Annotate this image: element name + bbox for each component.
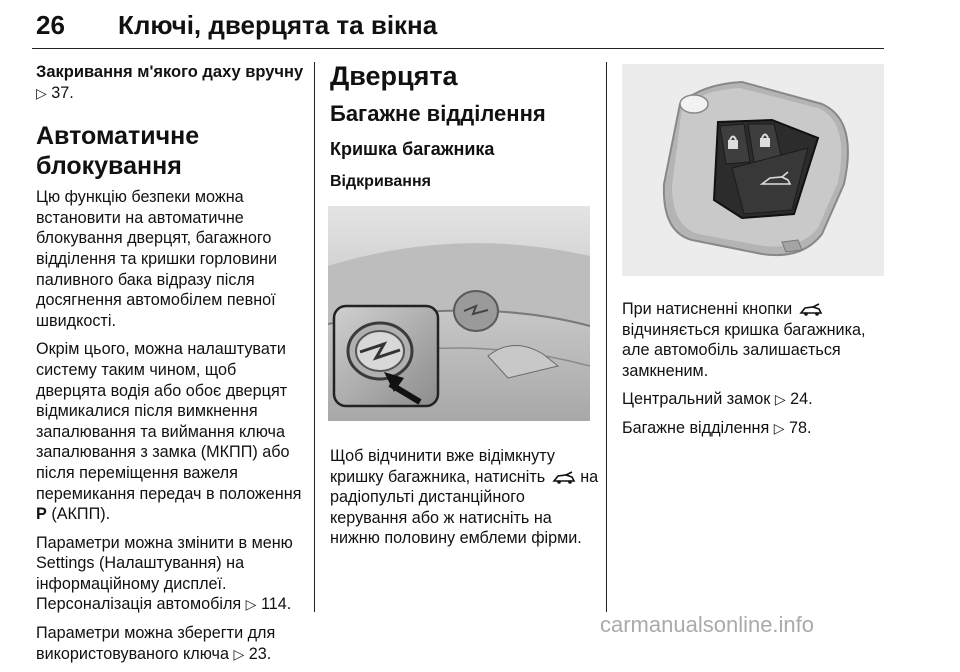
- ref-arrow-icon: ▷: [773, 419, 785, 436]
- column-1: [36, 62, 304, 672]
- page-number: 26: [36, 10, 65, 40]
- column-2: [330, 62, 600, 557]
- trunk-open-icon: [552, 471, 576, 485]
- section-heading: Дверцята: [330, 61, 458, 91]
- section-heading: Автоматичне блокування: [36, 122, 200, 181]
- page-reference[interactable]: 24.: [790, 390, 813, 409]
- subsection-heading: Багажне відділення: [330, 101, 546, 126]
- ref-arrow-icon: ▷: [36, 84, 47, 101]
- intro-subheading: Закривання м'якого даху вручну: [36, 63, 304, 81]
- trunk-emblem-illustration: [328, 206, 590, 421]
- column-3: [622, 62, 884, 447]
- gear-p-label: P: [36, 505, 47, 524]
- subsection-heading: Відкривання: [330, 173, 431, 190]
- column-divider: [314, 62, 315, 612]
- page-reference[interactable]: 23.: [248, 644, 272, 663]
- paragraph: Параметри можна зберегти для використовуваного ключа ▷ 23.: [36, 624, 276, 663]
- watermark: carmanualsonline.info: [600, 612, 815, 637]
- ref-arrow-icon: ▷: [233, 645, 245, 662]
- ref-arrow-icon: ▷: [245, 596, 257, 613]
- trunk-open-icon: [799, 303, 823, 317]
- paragraph: Багажне відділення ▷ 78.: [622, 418, 812, 437]
- remote-key-illustration: [622, 64, 884, 276]
- column-divider: [606, 62, 607, 612]
- page-header: [32, 4, 884, 49]
- paragraph: Окрім цього, можна налаштувати систему таким чином, щоб дверцята водія або обоє дверцят відмикалися після вимкнення запалювання та виймання ключа запалювання з замка (МКПП) або після переміщення важеля перемикання передач в положення P (АКПП).: [36, 340, 302, 524]
- paragraph: Цю функцію безпеки можна встановити на автоматичне блокування дверцят, багажного відділення та кришки горловини паливного бака відразу після досягнення автомобілем певної швидкості.: [36, 188, 277, 330]
- page-reference[interactable]: 78.: [789, 418, 812, 437]
- page-reference[interactable]: 114.: [260, 595, 292, 614]
- paragraph: Параметри можна змінити в меню Settings (Налаштування) на інформаційному дисплеї. Персоналізація автомобіля ▷ 114.: [36, 533, 293, 614]
- figure-caption: Щоб відчинити вже відімкнуту кришку багажника, натисніть на радіопульті дистанційного керування або ж натисніть на нижню половину емблеми фірми.: [330, 447, 599, 548]
- paragraph: Центральний замок ▷ 24.: [622, 390, 813, 409]
- paragraph: При натисненні кнопки відчиняється кришка багажника, але автомобіль залишається замкненим.: [622, 300, 866, 380]
- subsection-heading: Кришка багажника: [330, 139, 495, 159]
- intro-reference[interactable]: ▷ 37.: [36, 83, 74, 102]
- ref-arrow-icon: ▷: [774, 391, 786, 408]
- chapter-title: Ключі, дверцята та вікна: [118, 10, 438, 40]
